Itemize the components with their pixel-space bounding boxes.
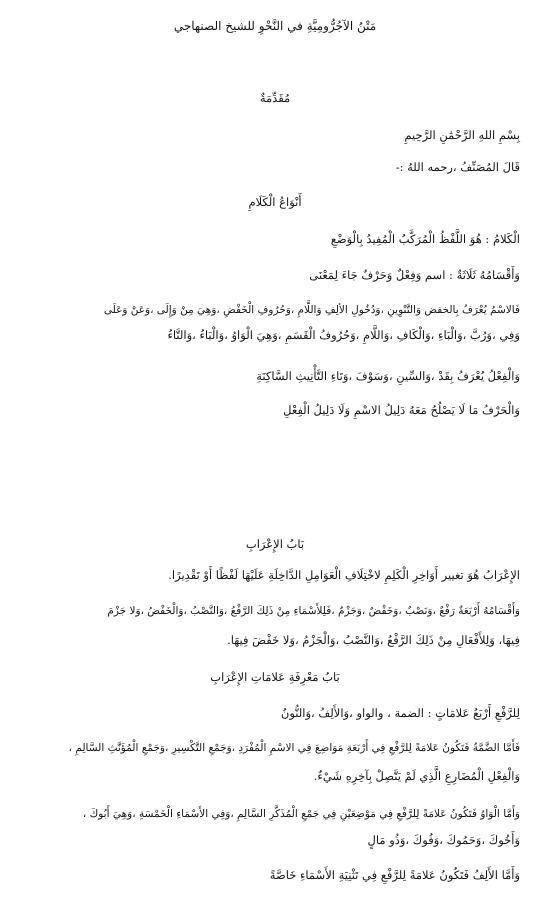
author-says-line: قَالَ المُصَنِّفُ ،رحمه اللهُ :- [395, 160, 520, 174]
section-heading-introduction: مُقَدِّمَةٌ [259, 91, 291, 105]
paragraph-line: وَالْفِعْلُ يُعْرَفُ بِقَدْ ،وَالسِّينِ ،وَسَوْفَ ،وَتَاءِ التَّأْنِيثِ السَّاكِنَةِ [256, 369, 520, 383]
basmala-line: بِسْمِ اللهِ الرَّحْمَٰنِ الرَّحِيمِ [404, 128, 520, 142]
paragraph-line: وَأَمَّا الْوَاوُ فَتَكُونُ عَلامَةً لِلرَّفْعِ فِي مَوْضِعَيْنِ فِي جَمْعِ الْمُذَكَّرِ السَّالِمِ ،وَفِي الأَسْمَاءِ الْخَمْسَةِ ،وَهِيَ أَبُوكَ ، [82, 808, 520, 820]
paragraph-line: الإِعْرَابُ هُوَ تغيير أَوَاخِرِ الْكَلِمِ لاخْتِلَافِ الْعَوَامِلِ الدَّاخِلَةِ عَلَيْهَا لَفْظًا أَوْ تَقْدِيرًا. [168, 568, 520, 582]
section-heading-types-of-speech: أَنْوَاعُ الْكَلَامِ [248, 195, 302, 209]
paragraph-line: وَفِي ،وَرُبَّ ،وَالْبَاءِ ،وَالْكَافِ ،وَاللَّامِ ،وَحُرُوفُ الْقَسَمِ ،وَهِيَ الْوَاوُ ،وَالْبَاءُ ،وَالتَّاءُ [167, 328, 520, 342]
document-title: مَتْنُ الآجُرُّومِيَّةِ في النَّحْوِ للشيخ الصنهاجي [173, 19, 377, 33]
section-heading-signs-of-parsing: بَابُ مَعْرِفَةِ عَلامَاتِ الإِعْرَابِ [210, 670, 340, 684]
paragraph-line: فِيهَا، وَلِلأَفْعَالِ مِنْ ذَلِكَ الرَّفْعُ ،وَالنَّصْبُ ،وَالْجَزْمُ ،وَلا خَفْضَ فِيهَا. [227, 633, 520, 647]
paragraph-line: وَأَمَّا الأَلِفُ فَتَكُونُ عَلامَةً لِلرَّفْعِ فِي تَثْنِيَةِ الأَسْمَاءِ خَاصَّةً [269, 868, 520, 882]
paragraph-line: فَأَمَّا الضَّمَّةُ فَتَكُونُ عَلامَةً لِلرَّفْعِ فِي أَرْبَعَةِ مَوَاضِعَ فِي الاسْمِ الْمُفْرَدِ ،وَجَمْعِ التَّكْسِيرِ ،وَجَمْعِ الْمُؤَنَّثِ السَّالِمِ ، [68, 742, 520, 754]
section-heading-parsing: بَابُ الإِعْرَابِ [245, 537, 305, 551]
paragraph-line: فَالاسْمُ يُعْرَفُ بِالخفض وَالتَّنْوِينِ ،وَدُخُولِ الألِفِ وَاللَّامِ ،وَحُرُوفِ الْخَفْضِ ،وَهِيَ مِنْ وَإِلَى ،وَعَنْ وَعَلَى [103, 304, 520, 316]
paragraph-line: لِلرَّفْعِ أَرْبَعُ عَلامَاتٍ : الضمة ، والواو ،وَالأَلِفُ ،وَالنُّونُ [280, 706, 520, 720]
paragraph-line: وَأَخُوكَ ،وَحَمُوكَ ،وَفُوكَ ،وَذُو مَالٍ [367, 833, 520, 847]
paragraph-line: وَأَقْسَامُهُ ثَلَاثَةٌ : اسم وَفِعْلٌ وَحَرْفٌ جَاءَ لِمَعْنَى [309, 268, 520, 282]
paragraph-line: وَأَقْسَامُهُ أَرْبَعَةٌ رَفْعٌ ،وَنَصْبٌ ،وَخَفْضٌ ،وَجَزْمٌ ،فَلِلأَسْمَاءِ مِنْ ذَلِكَ الرَّفْعُ ،وَالنَّصْبُ ،وَالْخَفْضُ ،وَلا جَزْمَ [107, 605, 520, 617]
paragraph-line: الْكَلامُ : هُوَ اللَّفْظُ الْمُرَكَّبُ الْمُفِيدُ بِالْوَضْعِ [330, 232, 520, 246]
paragraph-line: وَالْفِعْلِ الْمُضَارِعِ الَّذِي لَمْ يَتَّصِلْ بِآخِرِهِ شَيْءٌ. [313, 769, 520, 783]
paragraph-line: وَالْحَرْفُ مَا لَا يَصْلُحُ مَعَهُ دَلِيلُ الاسْمِ وَلَا دَلِيلُ الْفِعْلِ [283, 403, 520, 417]
